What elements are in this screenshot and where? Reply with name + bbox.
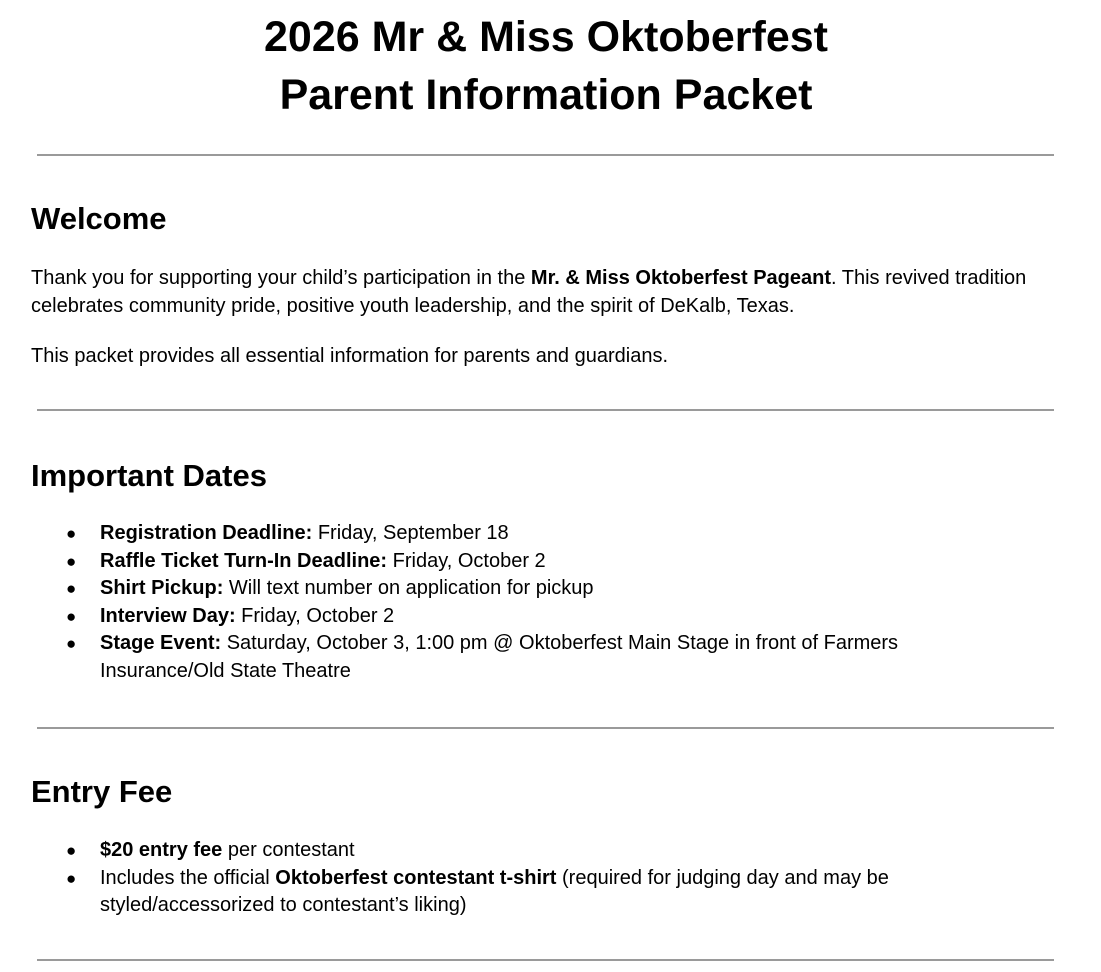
welcome-text-end: . This revived tradition celebrates community pride, positive youth leadership, and the spirit of DeKalb, Texas. bbox=[31, 267, 1027, 317]
bullet-icon: ● bbox=[66, 579, 77, 599]
horizontal-divider bbox=[37, 727, 1054, 729]
welcome-heading: Welcome bbox=[31, 201, 167, 236]
welcome-paragraph bbox=[31, 264, 1041, 320]
tshirt-text-start: Includes the official bbox=[100, 866, 276, 889]
bullet-icon: ● bbox=[66, 606, 77, 626]
date-label: Raffle Ticket Turn-In Deadline: bbox=[100, 549, 388, 572]
horizontal-divider bbox=[37, 154, 1054, 156]
bullet-icon: ● bbox=[66, 524, 77, 543]
date-item-raffle bbox=[0, 548, 1060, 576]
date-item-interview bbox=[0, 603, 1060, 631]
entry-fee-item-tshirt bbox=[0, 865, 1060, 920]
horizontal-divider bbox=[37, 959, 1054, 961]
date-label: Stage Event: bbox=[100, 632, 222, 655]
date-label: Interview Day: bbox=[100, 604, 236, 627]
packet-description: This packet provides all essential information for parents and guardians. bbox=[31, 345, 669, 367]
bullet-icon: ● bbox=[66, 551, 77, 571]
date-value: Friday, October 2 bbox=[387, 549, 546, 572]
pageant-name: Mr. & Miss Oktoberfest Pageant bbox=[530, 267, 831, 289]
date-value: Friday, October 2 bbox=[235, 604, 395, 627]
document-title-line-1: 2026 Mr & Miss Oktoberfest bbox=[264, 13, 828, 61]
horizontal-divider bbox=[37, 409, 1054, 411]
entry-fee-list bbox=[0, 837, 1060, 920]
date-item-stage-event bbox=[0, 630, 1060, 685]
document-title-line-2: Parent Information Packet bbox=[279, 71, 813, 119]
date-value: Will text number on application for pickup bbox=[223, 577, 594, 600]
important-dates-list bbox=[0, 520, 1060, 686]
date-label: Registration Deadline: bbox=[100, 522, 313, 544]
tshirt-name: Oktoberfest contestant t-shirt bbox=[275, 866, 557, 889]
welcome-text-start: Thank you for supporting your child’s participation in the bbox=[31, 267, 531, 289]
fee-amount: $20 entry fee bbox=[100, 839, 223, 861]
tshirt-text-end: (required for judging day and may be styled/accessorized to contestant’s liking) bbox=[100, 866, 889, 917]
date-value: Saturday, October 3, 1:00 pm @ Oktoberfest Main Stage in front of Farmers Insurance/Old State Theatre bbox=[100, 632, 899, 682]
important-dates-heading: Important Dates bbox=[31, 458, 267, 493]
fee-per: per contestant bbox=[222, 839, 355, 861]
entry-fee-item-amount bbox=[0, 837, 1060, 865]
entry-fee-heading: Entry Fee bbox=[31, 774, 173, 809]
date-item-shirt-pickup bbox=[0, 575, 1060, 603]
date-label: Shirt Pickup: bbox=[100, 577, 224, 600]
bullet-icon: ● bbox=[66, 634, 77, 654]
date-value: Friday, September 18 bbox=[312, 522, 509, 544]
bullet-icon: ● bbox=[66, 868, 77, 888]
date-item-registration bbox=[0, 520, 1060, 548]
bullet-icon: ● bbox=[66, 841, 77, 860]
